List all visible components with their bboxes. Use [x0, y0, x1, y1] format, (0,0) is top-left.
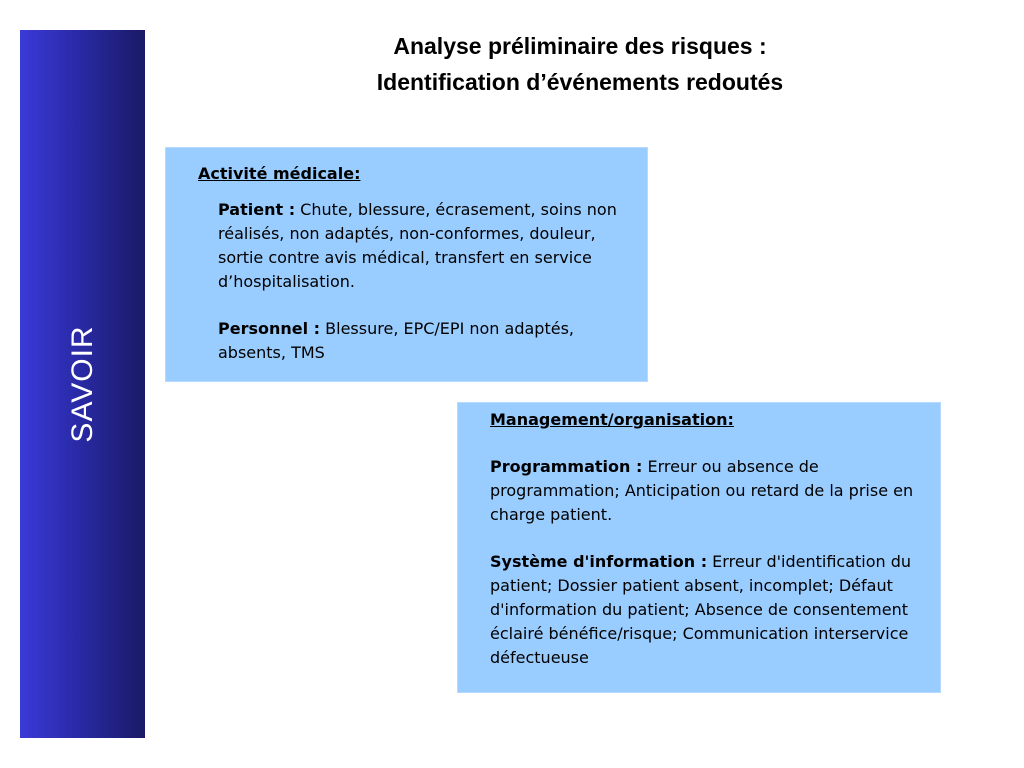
medical-activity-content [218, 198, 636, 365]
medical-activity-box [166, 148, 647, 381]
management-box [458, 403, 940, 692]
page-title-line2: Identification d’événements redoutés [376, 69, 784, 95]
management-heading: Management/organisation: [490, 410, 734, 429]
scheduling-risks [490, 455, 930, 527]
patient-text: Chute, blessure, écrasement, soins non réalisés, non adaptés, non-conformes, douleur, sortie contre avis médical, transfert en service d’hospitalisation. [218, 200, 617, 291]
information-system-risks [490, 550, 930, 670]
information-system-term: Système d'information : [490, 552, 708, 571]
page-title [270, 28, 890, 100]
information-system-text: Erreur d'identification du patient; Dossier patient absent, incomplet; Défaut d'information du patient; Absence de consentement éclairé bénéfice/risque; Communication interservice défectueuse [490, 552, 912, 667]
staff-risks [218, 317, 636, 365]
medical-activity-heading: Activité médicale: [198, 164, 361, 183]
patient-risks [218, 198, 636, 294]
staff-term: Personnel : [218, 319, 321, 338]
management-content [490, 408, 930, 670]
staff-text: Blessure, EPC/EPI non adaptés, absents, TMS [218, 319, 574, 362]
page-title-line1: Analyse préliminaire des risques : [393, 33, 767, 59]
scheduling-text: Erreur ou absence de programmation; Anticipation ou retard de la prise en charge patient. [490, 457, 914, 524]
sidebar [20, 30, 145, 738]
sidebar-label: SAVOIR [65, 325, 99, 443]
scheduling-term: Programmation : [490, 457, 643, 476]
patient-term: Patient : [218, 200, 296, 219]
